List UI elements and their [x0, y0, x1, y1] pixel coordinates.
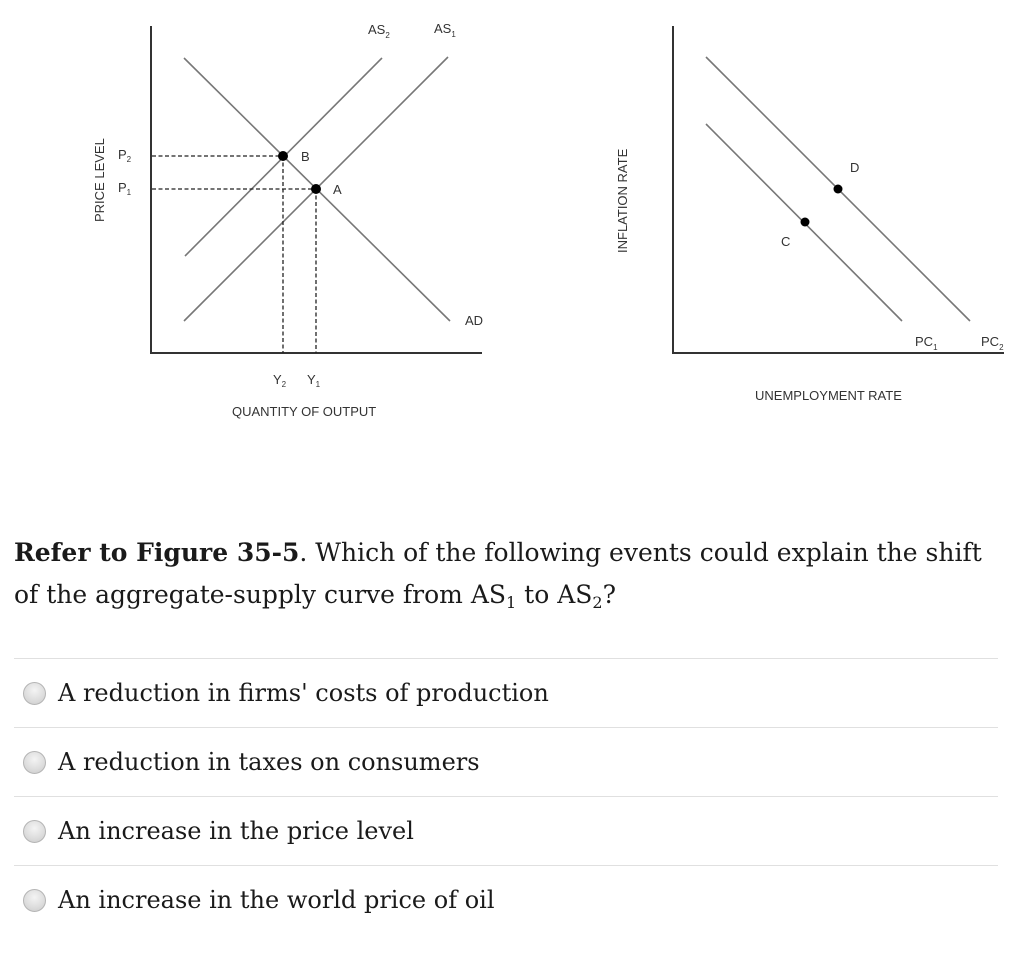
y1-label: $Y_1$ [307, 372, 321, 389]
curve-from-sub: 1 [506, 593, 517, 612]
price-level-axis-label: PRICE LEVEL [92, 138, 107, 222]
curve-from: AS [470, 580, 507, 609]
point-a-label: A [333, 182, 342, 197]
figure-svg [0, 0, 1024, 440]
option-label: An increase in the price level [58, 817, 414, 845]
left-chart [92, 21, 483, 419]
pc1-label: $PC_1$ [915, 334, 938, 352]
option-3[interactable] [14, 796, 998, 865]
question-part2: to [516, 580, 558, 609]
radio-button[interactable] [23, 820, 46, 843]
point-a [311, 184, 321, 194]
question-part1: . Which of the following events could explain the shift of the aggregate-supply curve from [14, 538, 982, 609]
pc2-label: $PC_2$ [981, 334, 1004, 352]
curve-to: AS [557, 580, 593, 609]
figure-35-5 [0, 0, 1024, 440]
radio-button[interactable] [23, 889, 46, 912]
as1-label: $AS_1$ [434, 21, 456, 39]
right-chart [615, 26, 1004, 403]
ad-label: AD [465, 313, 484, 328]
unemployment-rate-axis-label: UNEMPLOYMENT RATE [755, 388, 902, 403]
radio-button[interactable] [23, 682, 46, 705]
point-c [801, 218, 810, 227]
option-1[interactable] [14, 658, 998, 727]
y2-label: $Y_2$ [273, 372, 287, 389]
point-d [834, 185, 843, 194]
inflation-rate-axis-label: INFLATION RATE [615, 148, 630, 253]
answer-options [14, 658, 998, 934]
point-b [278, 151, 288, 161]
point-c-label: C [781, 234, 791, 249]
figure-reference: Refer to Figure 35-5 [14, 538, 300, 567]
question-text [14, 532, 1004, 616]
p1-label: $P_1$ [118, 180, 132, 197]
option-4[interactable] [14, 865, 998, 934]
p2-label: $P_2$ [118, 147, 132, 164]
option-2[interactable] [14, 727, 998, 796]
quantity-axis-label: QUANTITY OF OUTPUT [232, 404, 377, 419]
as2-label: $AS_2$ [368, 22, 390, 40]
curve-to-sub: 2 [592, 593, 603, 612]
option-label: A reduction in firms' costs of production [58, 679, 549, 707]
radio-button[interactable] [23, 751, 46, 774]
question-part3: ? [602, 580, 616, 609]
point-b-label: B [301, 149, 310, 164]
point-d-label: D [850, 160, 860, 175]
option-label: An increase in the world price of oil [58, 886, 495, 914]
option-label: A reduction in taxes on consumers [58, 748, 480, 776]
